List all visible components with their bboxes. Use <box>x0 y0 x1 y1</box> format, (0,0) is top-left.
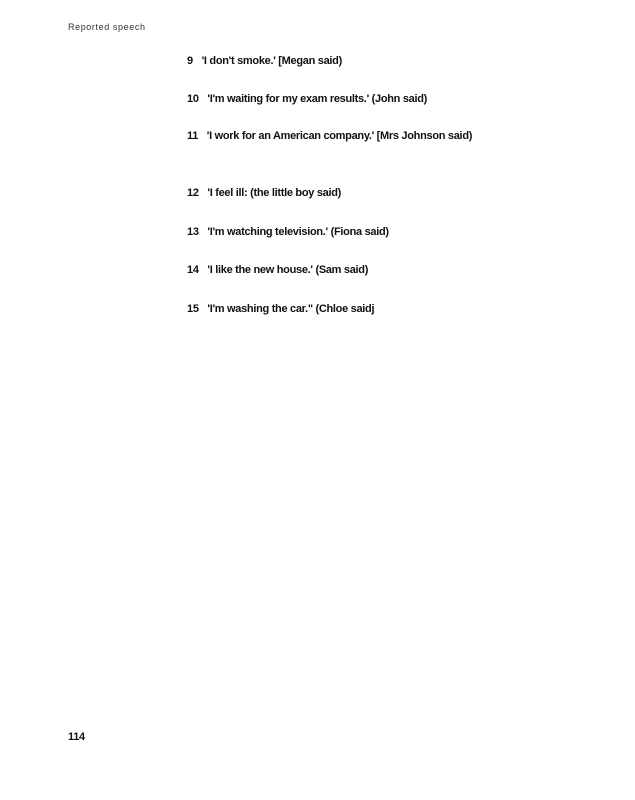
exercise-number: 15 <box>187 303 199 315</box>
exercise-number: 14 <box>187 264 199 276</box>
page-number: 114 <box>68 731 85 743</box>
exercise-number: 13 <box>187 226 199 238</box>
exercise-number: 12 <box>187 187 199 199</box>
exercise-text: 'I work for an American company.' [Mrs Johnson said) <box>206 130 473 142</box>
exercise-text: 'I like the new house.' (Sam said) <box>207 264 369 276</box>
exercise-text: 'I'm waiting for my exam results.' (John said) <box>207 93 428 105</box>
exercise-item-14 <box>187 264 368 276</box>
exercise-text: 'I'm washing the car." (Chloe saidj <box>207 303 375 315</box>
exercise-number: 11 <box>187 130 199 142</box>
exercise-item-13 <box>187 226 389 238</box>
exercise-number: 9 <box>187 55 193 67</box>
running-head: Reported speech <box>68 22 146 32</box>
exercise-item-15 <box>187 303 374 315</box>
exercise-text: 'I'm watching television.' (Fiona said) <box>207 226 389 238</box>
exercise-item-12 <box>187 187 341 199</box>
exercise-text: 'I don't smoke.' [Megan said) <box>201 55 342 67</box>
exercise-number: 10 <box>187 93 199 105</box>
exercise-item-11 <box>187 130 472 142</box>
exercise-item-9 <box>187 55 342 67</box>
exercise-item-10 <box>187 93 427 105</box>
exercise-text: 'I feel ill: (the little boy said) <box>207 187 342 199</box>
